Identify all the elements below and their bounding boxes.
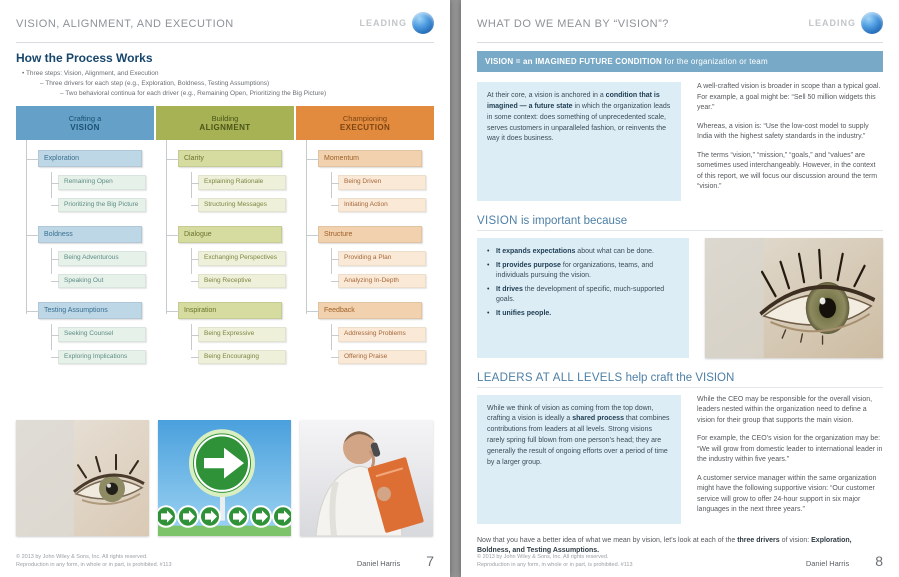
closing-bold: Exploration, Boldness, and Testing Assumptions.	[477, 536, 852, 555]
flow-column-alignment	[156, 106, 294, 412]
bullet-bold: It expands expectations	[496, 247, 576, 255]
continuum-box: Explaining Rationale	[198, 175, 286, 189]
paragraph: Whereas, a vision is: “Use the low-cost model to supply India with the highest safety standards in the industry.”	[697, 122, 869, 140]
report-holder-name: Daniel Harris	[356, 559, 401, 568]
driver-box: Structure	[318, 226, 422, 243]
heading-rest: is important because	[517, 214, 628, 227]
paragraph: For example, the CEO’s vision for the organization may be: “We will grow from domestic leader to international leader in the industry within five years.”	[697, 435, 883, 463]
eye-closeup-photo-large	[705, 238, 883, 358]
intro-paragraphs	[697, 82, 883, 201]
copyright-text	[477, 553, 633, 570]
bullet-item	[487, 309, 679, 319]
heading-rest: help craft the VISION	[622, 371, 735, 384]
flow-column-vision	[16, 106, 154, 412]
bullet-bold: It provides purpose	[496, 261, 561, 269]
copyright-text	[16, 553, 172, 570]
continuum-box: Offering Praise	[338, 350, 426, 364]
banner-rest: for the organization or team	[661, 57, 768, 66]
vision-important-heading	[477, 215, 883, 231]
continua-list	[338, 251, 434, 288]
banner-lead: VISION = an IMAGINED FUTURE CONDITION	[485, 57, 662, 66]
page-header	[477, 12, 883, 34]
note-line: – Two behavioral continua for each driver (e.g., Remaining Open, Prioritizing the Big Picture)	[60, 89, 327, 97]
continuum-box: Being Expressive	[198, 327, 286, 341]
driver-group	[16, 226, 154, 288]
importance-callout	[477, 238, 689, 358]
callout-bold: shared process	[572, 415, 624, 423]
continua-list	[338, 175, 434, 212]
bullet-item	[487, 261, 679, 281]
bullet-bold: It unifies people.	[496, 310, 552, 318]
driver-group	[156, 150, 294, 212]
page-title: WHAT DO WE MEAN BY “VISION”?	[477, 18, 669, 30]
bullet-rest: about what can be done.	[575, 247, 654, 255]
driver-box: Momentum	[318, 150, 422, 167]
bullet-item	[487, 247, 679, 257]
logo-wordmark: LEADING	[359, 18, 407, 28]
page-header	[16, 12, 434, 34]
process-notes	[16, 69, 434, 98]
copyright-line: © 2013 by John Wiley & Sons, Inc. All rights reserved.	[16, 553, 148, 560]
paragraph: A customer service manager within the same organization might have the following supportive vision: “Our customer service will grow to offer 24-hour support in six major languages in the next three years.”	[697, 474, 877, 513]
driver-group	[16, 302, 154, 364]
driver-group	[156, 302, 294, 364]
continuum-box: Structuring Messages	[198, 198, 286, 212]
continua-list	[198, 327, 294, 364]
flow-header-line2: EXECUTION	[339, 122, 391, 132]
flow-body	[16, 140, 154, 412]
continua-list	[58, 327, 154, 364]
bullet-item	[487, 285, 679, 305]
leaders-paragraphs	[697, 395, 883, 524]
flow-header-line1: Championing	[342, 113, 388, 123]
copyright-line: Reproduction in any form, in whole or in part, is prohibited. #113	[477, 561, 633, 568]
flow-header-line1: Building	[211, 113, 239, 123]
flow-header-line1: Crafting a	[68, 113, 102, 123]
flow-header-line2: ALIGNMENT	[199, 122, 251, 132]
importance-bullets	[487, 247, 679, 320]
continuum-box: Providing a Plan	[338, 251, 426, 265]
note-line: • Three steps: Vision, Alignment, and Execution	[22, 70, 159, 77]
driver-group	[156, 226, 294, 288]
bullet-rest: for organizations, teams, and individuals pursuing the vision.	[496, 261, 654, 279]
closing-text: of vision:	[779, 536, 812, 544]
flow-body	[156, 140, 294, 412]
globe-icon	[412, 12, 434, 34]
process-flowchart	[16, 106, 434, 412]
bullet-rest: the development of specific, much-supported goals.	[496, 285, 665, 304]
driver-box: Dialogue	[178, 226, 282, 243]
callout-text: in which the organization leads in some context: does something of unprecedented scale, serves customers in unparalleled fashion, or reinvents the way it does business.	[487, 102, 671, 143]
continuum-box: Seeking Counsel	[58, 327, 146, 341]
flow-header-vision	[16, 106, 154, 140]
closing-text: Now that you have a better idea of what we mean by vision, let’s look at each of the	[477, 536, 738, 544]
globe-icon	[861, 12, 883, 34]
driver-group	[16, 150, 154, 212]
copyright-line: © 2013 by John Wiley & Sons, Inc. All rights reserved.	[477, 553, 609, 560]
leaders-callout	[477, 395, 681, 524]
flow-body	[296, 140, 434, 412]
page-footer	[477, 553, 883, 570]
flow-column-execution	[296, 106, 434, 412]
continuum-box: Analyzing In-Depth	[338, 274, 426, 288]
page-number: 8	[875, 553, 883, 569]
callout-text: At their core, a vision is anchored in a	[487, 92, 606, 99]
page-footer	[16, 553, 434, 570]
driver-box: Feedback	[318, 302, 422, 319]
continuum-box: Initiating Action	[338, 198, 426, 212]
section-heading: How the Process Works	[16, 51, 153, 65]
callout-text: While we think of vision as coming from the top down, crafting a vision is ideally a	[487, 404, 654, 423]
callout-bold: condition that is imagined — a future state	[487, 92, 660, 110]
vision-definition-banner	[477, 51, 883, 72]
eye-closeup-photo	[16, 420, 149, 536]
continuum-box: Being Driven	[338, 175, 426, 189]
closing-bold: three drivers	[737, 536, 780, 544]
header-divider	[477, 42, 883, 43]
leaders-section	[477, 395, 883, 524]
driver-group	[296, 302, 434, 364]
page-right	[461, 0, 899, 577]
green-arrow-sign-photo	[158, 420, 291, 536]
continua-list	[198, 251, 294, 288]
flow-header-alignment	[156, 106, 294, 140]
continuum-box: Speaking Out	[58, 274, 146, 288]
heading-caps: VISION	[477, 214, 518, 227]
intro-section	[477, 82, 883, 201]
flow-header-line2: VISION	[70, 122, 100, 132]
brand-logo	[809, 12, 884, 34]
continuum-box: Exchanging Perspectives	[198, 251, 286, 265]
page-title: VISION, ALIGNMENT, AND EXECUTION	[16, 18, 234, 30]
continuum-box: Addressing Problems	[338, 327, 426, 341]
header-divider	[16, 42, 434, 43]
logo-wordmark: LEADING	[808, 18, 856, 28]
leaders-heading	[477, 372, 883, 388]
driver-box: Inspiration	[178, 302, 282, 319]
heading-caps: LEADERS AT ALL LEVELS	[477, 371, 623, 384]
photo-strip	[16, 420, 434, 536]
paragraph: The terms “vision,” “mission,” “goals,” and “values” are sometimes used interchangeably. However, in the context of this report, we will focus our discussion around the term “vision.”	[697, 151, 878, 190]
continua-list	[58, 175, 154, 212]
driver-box: Boldness	[38, 226, 142, 243]
vision-core-callout	[477, 82, 681, 201]
driver-box: Exploration	[38, 150, 142, 167]
driver-group	[296, 226, 434, 288]
continua-list	[58, 251, 154, 288]
bullet-bold: It drives	[496, 285, 523, 293]
continuum-box: Being Encouraging	[198, 350, 286, 364]
continua-list	[198, 175, 294, 212]
continuum-box: Being Receptive	[198, 274, 286, 288]
businessman-with-folder-photo	[300, 420, 433, 536]
brand-logo	[360, 12, 435, 34]
continuum-box: Remaining Open	[58, 175, 146, 189]
continuum-box: Prioritizing the Big Picture	[58, 198, 146, 212]
continua-list	[338, 327, 434, 364]
driver-group	[296, 150, 434, 212]
callout-text: that combines contributions from leaders at all levels. Strong visions rarely spring full blown from one person’s head; they are generally the result of ongoing efforts over a period of time by a larger group.	[487, 415, 670, 466]
report-holder-name: Daniel Harris	[805, 559, 850, 568]
page-number: 7	[426, 553, 434, 569]
note-line: – Three drivers for each step (e.g., Exploration, Boldness, Testing Assumptions)	[40, 79, 270, 87]
paragraph: While the CEO may be responsible for the overall vision, leaders nested within the organization need to define a vision for their group that supports the main vision.	[697, 395, 873, 424]
driver-box: Clarity	[178, 150, 282, 167]
continuum-box: Being Adventurous	[58, 251, 146, 265]
copyright-line: Reproduction in any form, in whole or in part, is prohibited. #113	[16, 561, 172, 568]
importance-section	[477, 238, 883, 358]
flow-header-execution	[296, 106, 434, 140]
paragraph: A well-crafted vision is broader in scope than a typical goal. For example, a goal might be: “Sell 50 million widgets this year.”	[697, 83, 881, 111]
continuum-box: Exploring Implications	[58, 350, 146, 364]
driver-box: Testing Assumptions	[38, 302, 142, 319]
